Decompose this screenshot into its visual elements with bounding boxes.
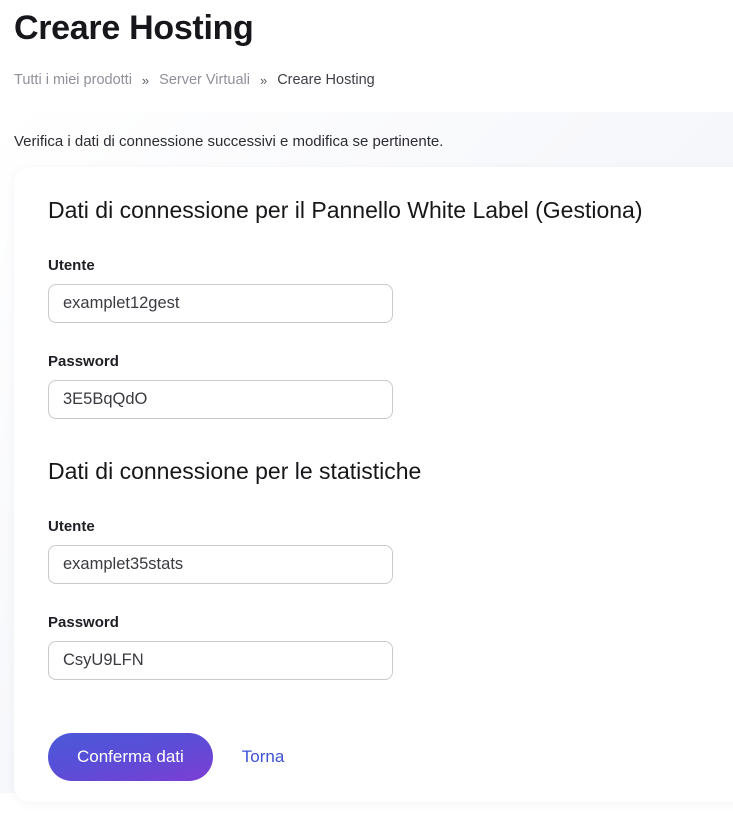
form-group-stats-user xyxy=(48,518,725,584)
page-description: Verifica i dati di connessione successivi e modifica se pertinente. xyxy=(14,133,444,151)
stats-user-input[interactable] xyxy=(48,545,393,584)
form-group-gestiona-password xyxy=(48,353,725,419)
breadcrumb-item-virtual-servers[interactable]: Server Virtuali xyxy=(159,72,250,89)
gestiona-user-label: Utente xyxy=(48,257,95,275)
gestiona-password-input[interactable] xyxy=(48,380,393,419)
breadcrumb-separator: » xyxy=(141,72,150,88)
gestiona-user-input[interactable] xyxy=(48,284,393,323)
section-heading-statistics: Dati di connessione per le statistiche xyxy=(48,458,422,485)
confirm-data-button[interactable]: Conferma dati xyxy=(48,733,213,781)
page-header xyxy=(0,0,733,88)
form-group-stats-password xyxy=(48,614,725,680)
breadcrumb-item-all-products[interactable]: Tutti i miei prodotti xyxy=(14,72,132,89)
breadcrumb-separator: » xyxy=(259,72,268,88)
content-panel xyxy=(0,112,733,793)
stats-password-label: Password xyxy=(48,613,119,631)
gestiona-password-label: Password xyxy=(48,353,119,371)
back-link[interactable]: Torna xyxy=(241,746,285,766)
form-actions xyxy=(48,733,725,781)
form-group-gestiona-user xyxy=(48,257,725,323)
page-title: Creare Hosting xyxy=(14,9,254,47)
connection-data-card xyxy=(14,167,733,802)
stats-user-label: Utente xyxy=(48,517,95,535)
breadcrumb xyxy=(14,72,719,88)
breadcrumb-item-current: Creare Hosting xyxy=(277,72,375,89)
section-heading-white-label: Dati di connessione per il Pannello White Label (Gestiona) xyxy=(48,197,643,224)
stats-password-input[interactable] xyxy=(48,641,393,680)
